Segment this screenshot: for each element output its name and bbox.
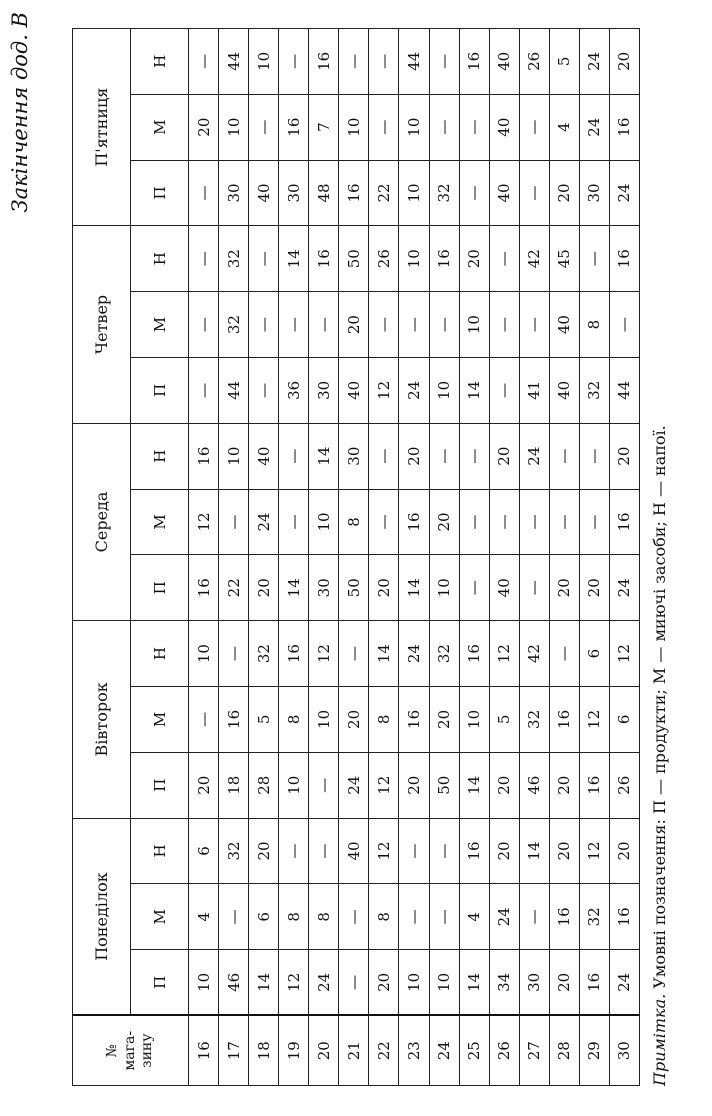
value-cell: — [579, 423, 609, 489]
page-title: Закінчення дод. В [8, 12, 32, 213]
subheader-cell: Н [131, 423, 189, 489]
footnote-text: Умовні позначення: П — продукти; М — миючі засоби; Н — напої. [650, 425, 669, 994]
value-cell: 10 [399, 160, 429, 226]
value-cell: 16 [399, 686, 429, 752]
value-cell: — [219, 489, 249, 555]
value-cell: — [459, 94, 489, 160]
value-cell: 20 [459, 226, 489, 292]
table-body [189, 28, 640, 1085]
value-cell: 10 [429, 357, 459, 423]
subheader-cell: Н [131, 28, 189, 94]
value-cell: 44 [219, 357, 249, 423]
store-number-header [73, 1016, 189, 1086]
value-cell: 40 [489, 160, 519, 226]
value-cell: — [549, 489, 579, 555]
value-cell: 16 [549, 686, 579, 752]
value-cell: 20 [339, 686, 369, 752]
value-cell: 45 [549, 226, 579, 292]
table-row [309, 28, 339, 1085]
value-cell: 40 [549, 357, 579, 423]
value-cell: — [429, 884, 459, 950]
value-cell: — [429, 94, 459, 160]
value-cell: 42 [519, 621, 549, 687]
value-cell: 46 [519, 752, 549, 818]
footnote-label: Примітка. [650, 993, 669, 1086]
value-cell: 14 [399, 555, 429, 621]
value-cell: 16 [609, 226, 639, 292]
value-cell: 50 [339, 555, 369, 621]
table-row [579, 28, 609, 1085]
value-cell: 40 [339, 818, 369, 884]
value-cell: — [279, 489, 309, 555]
value-cell: — [459, 555, 489, 621]
value-cell: 6 [579, 621, 609, 687]
store-number-cell: 25 [459, 1016, 489, 1086]
value-cell: 10 [219, 94, 249, 160]
value-cell: — [519, 160, 549, 226]
store-number-cell: 16 [189, 1016, 219, 1086]
value-cell: 14 [459, 752, 489, 818]
value-cell: 40 [249, 160, 279, 226]
value-cell: — [459, 489, 489, 555]
value-cell: — [369, 94, 399, 160]
value-cell: — [279, 28, 309, 94]
value-cell: 16 [459, 621, 489, 687]
value-cell: — [489, 489, 519, 555]
value-cell: 20 [609, 28, 639, 94]
value-cell: — [489, 357, 519, 423]
value-cell: 5 [249, 686, 279, 752]
value-cell: 16 [429, 226, 459, 292]
value-cell: 8 [309, 884, 339, 950]
value-cell: 12 [369, 818, 399, 884]
value-cell: — [489, 292, 519, 358]
value-cell: 40 [489, 94, 519, 160]
value-cell: — [579, 489, 609, 555]
value-cell: 20 [579, 555, 609, 621]
value-cell: 30 [309, 555, 339, 621]
value-cell: 6 [189, 818, 219, 884]
value-cell: 24 [309, 950, 339, 1016]
value-cell: — [399, 818, 429, 884]
value-cell: 12 [279, 950, 309, 1016]
value-cell: 24 [399, 357, 429, 423]
store-number-header-line3: зину [139, 1033, 156, 1069]
value-cell: 24 [579, 94, 609, 160]
value-cell: 40 [489, 555, 519, 621]
value-cell: 32 [429, 621, 459, 687]
value-cell: 20 [429, 489, 459, 555]
value-cell: 20 [549, 752, 579, 818]
value-cell: — [369, 489, 399, 555]
value-cell: 30 [339, 423, 369, 489]
value-cell: 24 [609, 555, 639, 621]
subheader-cell: М [131, 884, 189, 950]
value-cell: 20 [609, 818, 639, 884]
value-cell: — [249, 357, 279, 423]
store-number-cell: 22 [369, 1016, 399, 1086]
subheader-cell: П [131, 950, 189, 1016]
value-cell: 12 [579, 818, 609, 884]
value-cell: 10 [249, 28, 279, 94]
value-cell: 8 [369, 686, 399, 752]
value-cell: — [189, 160, 219, 226]
value-cell: 24 [399, 621, 429, 687]
value-cell: 16 [309, 28, 339, 94]
value-cell: 20 [429, 686, 459, 752]
value-cell: 20 [249, 818, 279, 884]
value-cell: 20 [549, 818, 579, 884]
value-cell: 20 [609, 423, 639, 489]
value-cell: 6 [609, 686, 639, 752]
value-cell: — [429, 292, 459, 358]
value-cell: 4 [459, 884, 489, 950]
value-cell: 4 [549, 94, 579, 160]
value-cell: — [549, 423, 579, 489]
value-cell: 28 [249, 752, 279, 818]
value-cell: 20 [189, 752, 219, 818]
value-cell: 14 [279, 226, 309, 292]
value-cell: 40 [489, 28, 519, 94]
value-cell: 10 [399, 226, 429, 292]
value-cell: 8 [579, 292, 609, 358]
value-cell: — [519, 292, 549, 358]
value-cell: — [429, 28, 459, 94]
subheader-cell: Н [131, 226, 189, 292]
value-cell: 10 [399, 950, 429, 1016]
value-cell: 40 [249, 423, 279, 489]
value-cell: — [249, 226, 279, 292]
value-cell: 14 [249, 950, 279, 1016]
footnote [650, 28, 669, 1086]
value-cell: 14 [459, 950, 489, 1016]
value-cell: 10 [429, 555, 459, 621]
value-cell: 26 [369, 226, 399, 292]
store-number-header-line1: № [104, 1044, 121, 1058]
store-number-cell: 19 [279, 1016, 309, 1086]
value-cell: 34 [489, 950, 519, 1016]
value-cell: 10 [429, 950, 459, 1016]
value-cell: 20 [399, 752, 429, 818]
store-number-cell: 24 [429, 1016, 459, 1086]
value-cell: 16 [459, 818, 489, 884]
table-row [369, 28, 399, 1085]
value-cell: 32 [429, 160, 459, 226]
value-cell: 20 [489, 752, 519, 818]
subheader-cell: П [131, 160, 189, 226]
day-header-tuesday: Вівторок [73, 621, 131, 818]
value-cell: — [189, 28, 219, 94]
value-cell: 20 [369, 555, 399, 621]
value-cell: — [249, 94, 279, 160]
value-cell: — [189, 686, 219, 752]
value-cell: — [339, 884, 369, 950]
value-cell: — [189, 226, 219, 292]
subheader-row [131, 28, 189, 1085]
value-cell: 6 [249, 884, 279, 950]
table-row [489, 28, 519, 1085]
value-cell: 30 [309, 357, 339, 423]
value-cell: 10 [339, 94, 369, 160]
value-cell: — [519, 94, 549, 160]
store-number-cell: 27 [519, 1016, 549, 1086]
value-cell: 16 [549, 884, 579, 950]
value-cell: 10 [399, 94, 429, 160]
value-cell: 12 [189, 489, 219, 555]
value-cell: 16 [279, 621, 309, 687]
value-cell: 48 [309, 160, 339, 226]
value-cell: 16 [309, 226, 339, 292]
value-cell: 32 [519, 686, 549, 752]
value-cell: 40 [339, 357, 369, 423]
subheader-cell: М [131, 292, 189, 358]
value-cell: 16 [279, 94, 309, 160]
value-cell: 46 [219, 950, 249, 1016]
table-row [519, 28, 549, 1085]
value-cell: — [429, 818, 459, 884]
value-cell: 12 [369, 752, 399, 818]
value-cell: 50 [429, 752, 459, 818]
value-cell: 20 [549, 160, 579, 226]
value-cell: — [279, 292, 309, 358]
value-cell: 26 [609, 752, 639, 818]
value-cell: — [399, 884, 429, 950]
store-number-cell: 17 [219, 1016, 249, 1086]
subheader-cell: М [131, 489, 189, 555]
subheader-cell: П [131, 555, 189, 621]
value-cell: 16 [219, 686, 249, 752]
value-cell: 14 [279, 555, 309, 621]
value-cell: 20 [549, 555, 579, 621]
table-row [399, 28, 429, 1085]
value-cell: 20 [489, 818, 519, 884]
value-cell: 16 [339, 160, 369, 226]
store-number-cell: 28 [549, 1016, 579, 1086]
value-cell: — [219, 884, 249, 950]
value-cell: — [369, 28, 399, 94]
value-cell: 24 [339, 752, 369, 818]
store-number-cell: 26 [489, 1016, 519, 1086]
value-cell: — [219, 621, 249, 687]
value-cell: 5 [549, 28, 579, 94]
value-cell: 8 [369, 884, 399, 950]
value-cell: 44 [219, 28, 249, 94]
table-row [459, 28, 489, 1085]
value-cell: 14 [519, 818, 549, 884]
value-cell: 10 [219, 423, 249, 489]
value-cell: 10 [189, 621, 219, 687]
value-cell: 4 [189, 884, 219, 950]
value-cell: 16 [579, 752, 609, 818]
value-cell: 50 [339, 226, 369, 292]
value-cell: 14 [309, 423, 339, 489]
store-number-cell: 30 [609, 1016, 639, 1086]
value-cell: 30 [219, 160, 249, 226]
value-cell: 12 [489, 621, 519, 687]
value-cell: 5 [489, 686, 519, 752]
value-cell: — [369, 292, 399, 358]
store-number-header-line2: мага- [121, 1030, 138, 1071]
table-row [279, 28, 309, 1085]
value-cell: 20 [189, 94, 219, 160]
value-cell: 44 [399, 28, 429, 94]
value-cell: 12 [369, 357, 399, 423]
value-cell: 10 [309, 489, 339, 555]
value-cell: 8 [339, 489, 369, 555]
value-cell: 32 [219, 818, 249, 884]
value-cell: 14 [459, 357, 489, 423]
value-cell: 24 [249, 489, 279, 555]
value-cell: 10 [279, 752, 309, 818]
day-header-thursday: Четвер [73, 226, 131, 423]
value-cell: — [459, 423, 489, 489]
value-cell: 16 [459, 28, 489, 94]
table-header [73, 28, 189, 1085]
subheader-cell: П [131, 752, 189, 818]
table-row [429, 28, 459, 1085]
value-cell: 42 [519, 226, 549, 292]
value-cell: — [489, 226, 519, 292]
value-cell: — [519, 555, 549, 621]
value-cell: 24 [579, 28, 609, 94]
value-cell: — [519, 884, 549, 950]
value-cell: — [249, 292, 279, 358]
value-cell: — [279, 818, 309, 884]
value-cell: 30 [579, 160, 609, 226]
value-cell: 10 [189, 950, 219, 1016]
value-cell: 20 [489, 423, 519, 489]
value-cell: 20 [339, 292, 369, 358]
value-cell: 32 [219, 226, 249, 292]
value-cell: 26 [519, 28, 549, 94]
value-cell: 8 [279, 686, 309, 752]
value-cell: — [609, 292, 639, 358]
value-cell: — [429, 423, 459, 489]
store-number-cell: 20 [309, 1016, 339, 1086]
value-cell: 41 [519, 357, 549, 423]
day-header-wednesday: Середа [73, 423, 131, 620]
value-cell: 16 [189, 423, 219, 489]
table-row [549, 28, 579, 1085]
day-header-monday: Понеділок [73, 818, 131, 1015]
value-cell: — [279, 423, 309, 489]
value-cell: — [189, 292, 219, 358]
value-cell: 24 [609, 950, 639, 1016]
value-cell: 10 [459, 292, 489, 358]
value-cell: — [309, 818, 339, 884]
value-cell: — [369, 423, 399, 489]
value-cell: — [459, 160, 489, 226]
value-cell: 32 [249, 621, 279, 687]
value-cell: 32 [579, 884, 609, 950]
value-cell: — [339, 28, 369, 94]
value-cell: — [339, 621, 369, 687]
value-cell: 10 [459, 686, 489, 752]
value-cell: 12 [309, 621, 339, 687]
value-cell: 8 [279, 884, 309, 950]
table-row [249, 28, 279, 1085]
subheader-cell: П [131, 357, 189, 423]
value-cell: 24 [609, 160, 639, 226]
value-cell: 16 [399, 489, 429, 555]
store-number-cell: 21 [339, 1016, 369, 1086]
value-cell: 16 [609, 94, 639, 160]
table-row [189, 28, 219, 1085]
value-cell: 10 [309, 686, 339, 752]
value-cell: 20 [549, 950, 579, 1016]
day-header-friday: П'ятниця [73, 28, 131, 225]
store-number-cell: 18 [249, 1016, 279, 1086]
value-cell: — [339, 950, 369, 1016]
value-cell: 22 [369, 160, 399, 226]
value-cell: 32 [579, 357, 609, 423]
value-cell: 20 [249, 555, 279, 621]
value-cell: 16 [189, 555, 219, 621]
value-cell: — [189, 357, 219, 423]
value-cell: 22 [219, 555, 249, 621]
value-cell: — [309, 752, 339, 818]
store-number-cell: 23 [399, 1016, 429, 1086]
value-cell: 44 [609, 357, 639, 423]
value-cell: 12 [579, 686, 609, 752]
value-cell: — [579, 226, 609, 292]
store-number-cell: 29 [579, 1016, 609, 1086]
value-cell: 24 [519, 423, 549, 489]
value-cell: 7 [309, 94, 339, 160]
value-cell: 20 [369, 950, 399, 1016]
subheader-cell: М [131, 686, 189, 752]
table-row [339, 28, 369, 1085]
subheader-cell: Н [131, 818, 189, 884]
value-cell: 12 [609, 621, 639, 687]
value-cell: 24 [489, 884, 519, 950]
value-cell: 32 [219, 292, 249, 358]
value-cell: 36 [279, 357, 309, 423]
value-cell: 30 [279, 160, 309, 226]
subheader-cell: М [131, 94, 189, 160]
value-cell: 14 [369, 621, 399, 687]
value-cell: 40 [549, 292, 579, 358]
value-cell: — [549, 621, 579, 687]
subheader-cell: Н [131, 621, 189, 687]
table-row [609, 28, 639, 1085]
value-cell: 16 [579, 950, 609, 1016]
table-row [219, 28, 249, 1085]
value-cell: — [519, 489, 549, 555]
value-cell: 20 [399, 423, 429, 489]
data-table [72, 28, 640, 1086]
value-cell: 30 [519, 950, 549, 1016]
value-cell: 16 [609, 489, 639, 555]
value-cell: 18 [219, 752, 249, 818]
value-cell: — [309, 292, 339, 358]
value-cell: — [399, 292, 429, 358]
value-cell: 16 [609, 884, 639, 950]
